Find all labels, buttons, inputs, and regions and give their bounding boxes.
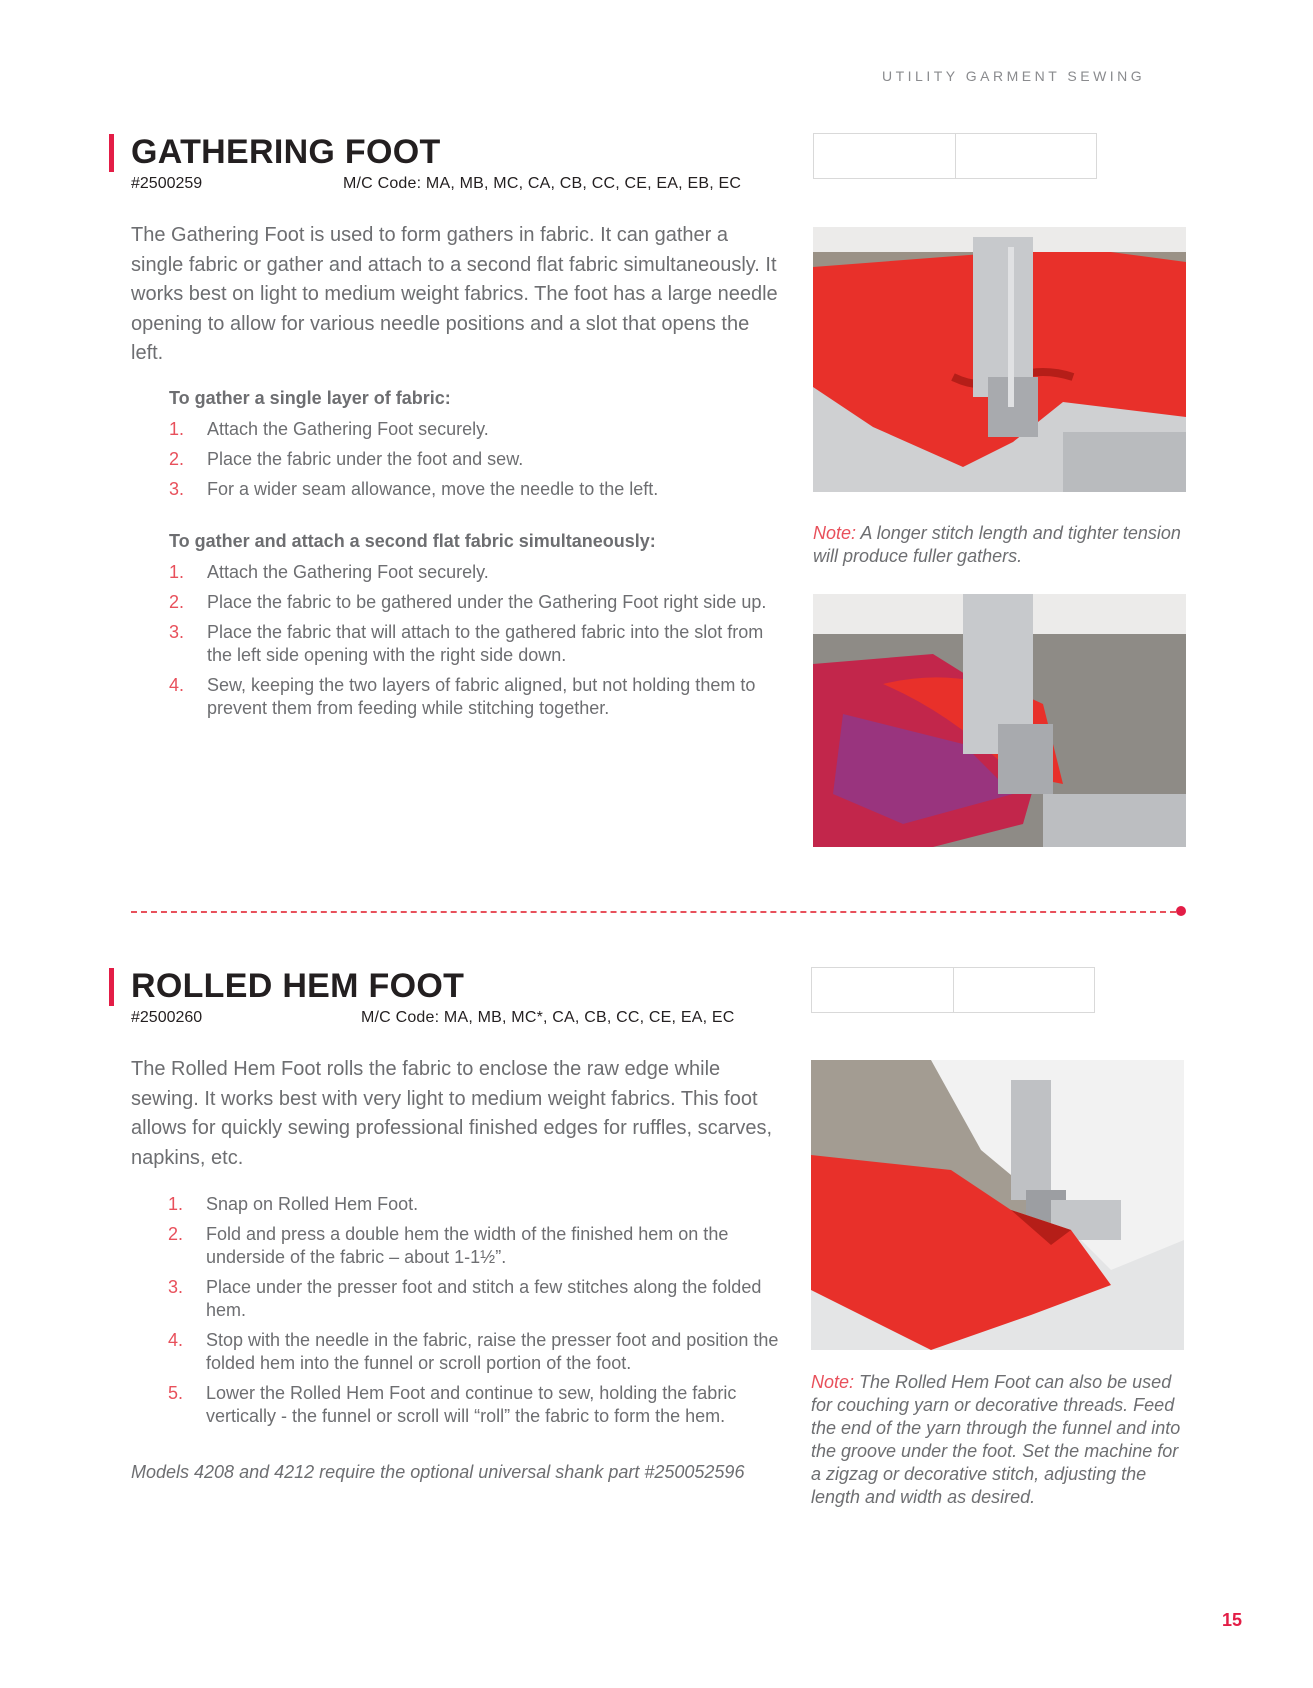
gathering-part-number: #2500259 — [131, 175, 203, 192]
step-text: For a wider seam allowance, move the needle to the left. — [207, 479, 659, 499]
rolled-description: The Rolled Hem Foot rolls the fabric to enclose the raw edge while sewing. It works best with very light to medium weight fabrics. This foot allows for quickly sewing professional finished edges for ruffles, scarves, napkins, etc. — [131, 1058, 773, 1169]
rolled-footnote: Models 4208 and 4212 require the optional universal shank part #250052596 — [131, 1462, 745, 1482]
note-text: The Rolled Hem Foot can also be used for couching yarn or decorative threads. Feed the end of the yarn through the funnel and into the groove under the foot. Set the machine for a zigzag or decorative stitch, adjusting the length and width as desired. — [811, 1372, 1181, 1507]
step-number: 5. — [168, 1383, 184, 1403]
step-text: Place the fabric under the foot and sew. — [207, 449, 524, 469]
step-text: Place the fabric to be gathered under the Gathering Foot right side up. — [207, 592, 767, 612]
page-number: 15 — [1222, 1610, 1243, 1630]
gathering-note — [813, 522, 1183, 568]
icon-cell-left — [812, 968, 953, 1012]
gathering-foot-title: GATHERING FOOT — [131, 133, 441, 171]
list-item — [168, 1223, 788, 1269]
gathering-attach-heading: To gather and attach a second flat fabric simultaneously: — [169, 531, 656, 551]
step-text: Place under the presser foot and stitch a few stitches along the folded hem. — [206, 1277, 762, 1320]
section-divider — [131, 911, 1176, 913]
step-text: Attach the Gathering Foot securely. — [207, 562, 489, 582]
rolled-mc-code: M/C Code: MA, MB, MC*, CA, CB, CC, CE, EA, EC — [361, 1009, 735, 1026]
step-text: Attach the Gathering Foot securely. — [207, 419, 489, 439]
gathering-single-heading: To gather a single layer of fabric: — [169, 388, 451, 408]
step-number: 1. — [169, 562, 185, 582]
list-item — [169, 478, 789, 501]
step-number: 3. — [168, 1277, 184, 1297]
list-item — [168, 1382, 788, 1428]
note-label: Note: — [811, 1372, 855, 1392]
step-text: Lower the Rolled Hem Foot and continue to sew, holding the fabric vertically - the funnel or scroll will “roll” the fabric to form the hem. — [206, 1383, 737, 1426]
note-text: A longer stitch length and tighter tension will produce fuller gathers. — [813, 523, 1181, 566]
title-accent-bar — [109, 968, 114, 1006]
gathering-single-steps — [169, 418, 789, 501]
rolled-note — [811, 1371, 1181, 1509]
step-number: 4. — [168, 1330, 184, 1350]
list-item — [169, 561, 789, 584]
rolled-part-number: #2500260 — [131, 1009, 203, 1026]
list-item — [169, 448, 789, 471]
gathering-photo-2 — [813, 594, 1186, 847]
icon-cell-right — [953, 968, 1095, 1012]
step-number: 1. — [168, 1194, 184, 1214]
list-item — [169, 674, 789, 720]
list-item — [168, 1193, 788, 1216]
gathering-description: The Gathering Foot is used to form gathers in fabric. It can gather a single fabric or gather and attach to a second flat fabric simultaneously. It works best on light to medium weight fabrics. The foot has a large needle opening to allow for various needle positions and a slot that opens the left. — [131, 224, 778, 364]
gathering-icon-box — [813, 133, 1097, 179]
step-text: Stop with the needle in the fabric, raise the presser foot and position the folded hem into the funnel or scroll portion of the foot. — [206, 1330, 779, 1373]
divider-dot — [1176, 906, 1186, 916]
running-header: UTILITY GARMENT SEWING — [882, 68, 1146, 84]
step-number: 4. — [169, 675, 185, 695]
step-text: Place the fabric that will attach to the gathered fabric into the slot from the left side opening with the right side down. — [207, 622, 764, 665]
list-item — [169, 591, 789, 614]
title-accent-bar — [109, 134, 114, 172]
rolled-icon-box — [811, 967, 1095, 1013]
gathering-attach-steps — [169, 561, 789, 720]
list-item — [169, 621, 789, 667]
rolled-hem-foot-title: ROLLED HEM FOOT — [131, 967, 465, 1005]
list-item — [169, 418, 789, 441]
gathering-photo-1 — [813, 227, 1186, 492]
step-text: Snap on Rolled Hem Foot. — [206, 1194, 419, 1214]
step-text: Fold and press a double hem the width of the finished hem on the underside of the fabric – about 1-1½”. — [206, 1224, 729, 1267]
rolled-hem-photo — [811, 1060, 1184, 1350]
step-number: 1. — [169, 419, 185, 439]
step-text: Sew, keeping the two layers of fabric aligned, but not holding them to prevent them from feeding while stitching together. — [207, 675, 756, 718]
step-number: 3. — [169, 479, 185, 499]
note-label: Note: — [813, 523, 857, 543]
step-number: 2. — [169, 592, 185, 612]
list-item — [168, 1276, 788, 1322]
gathering-mc-code: M/C Code: MA, MB, MC, CA, CB, CC, CE, EA, EB, EC — [343, 175, 742, 192]
step-number: 2. — [168, 1224, 184, 1244]
icon-cell-left — [814, 134, 955, 178]
step-number: 2. — [169, 449, 185, 469]
icon-cell-right — [955, 134, 1097, 178]
rolled-steps — [168, 1193, 788, 1428]
list-item — [168, 1329, 788, 1375]
step-number: 3. — [169, 622, 185, 642]
